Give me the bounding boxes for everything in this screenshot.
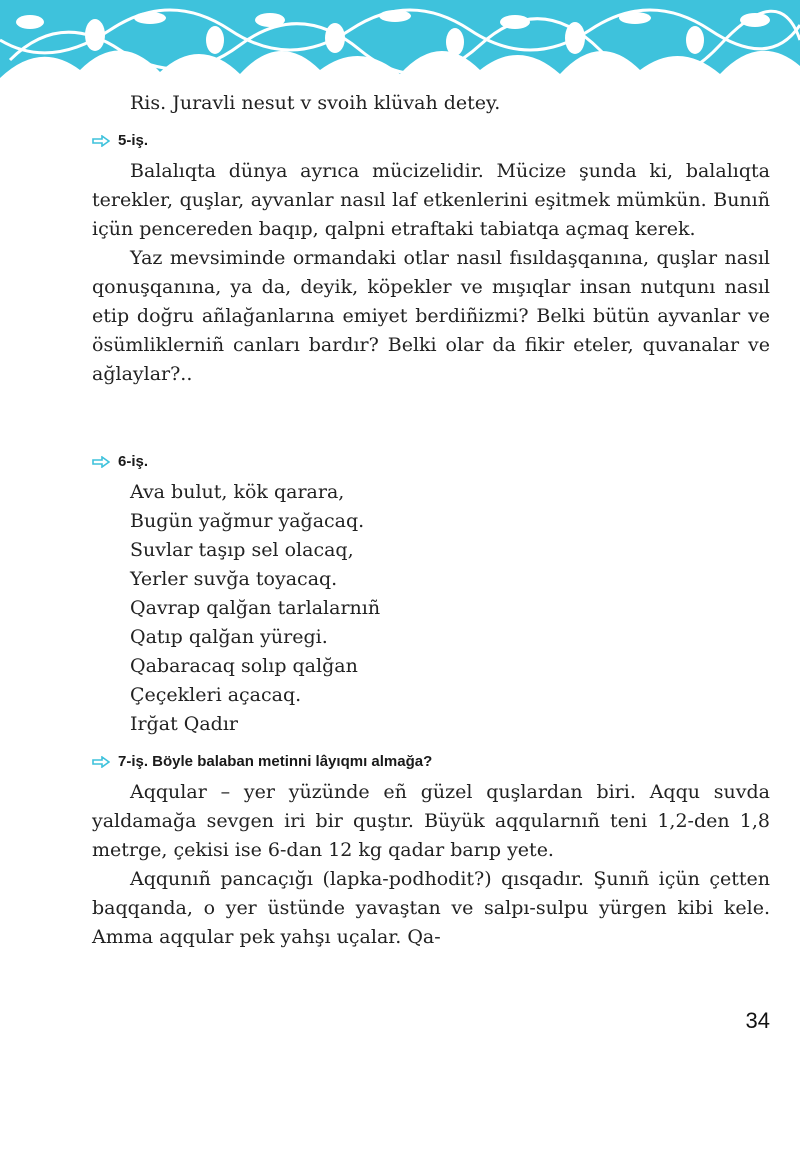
task-5-label: 5-iş. [118,132,149,149]
task-7-paragraph: Aqqunıñ pancaçığı (lapka-podhodit?) qısqadır. Şunıñ içün çetten baqqanda, o yer üstünde yavaştan ve salpı-sulpu yürgen kibi kele. Amma aqqular pek yahşı uçalar. Qa- [92,868,770,948]
poem-line: Yerler suvğa toyacaq. [130,568,338,590]
poem-author: Irğat Qadır [130,713,238,735]
poem-line: Qatıp qalğan yüregi. [130,626,328,648]
task-7-heading [92,753,770,770]
poem-line: Qavrap qalğan tarlalarnıñ [130,597,381,619]
figure-caption: Ris. Juravli nesut v svoih klüvah detey. [130,92,501,114]
task-5-heading [92,132,770,149]
poem-line: Qabaracaq solıp qalğan [130,655,358,677]
arrow-right-icon [92,456,110,468]
task-7-paragraph: Aqqular – yer yüzünde eñ güzel quşlardan biri. Aqqu suvda yaldamağa sevgen iri bir quştır. Büyük aqqularnıñ teni 1,2-den 1,8 metrge, çekisi ise 6-dan 12 kg qadar barıp yete. [92,781,770,861]
poem-line: Suvlar taşıp sel olacaq, [130,539,354,561]
poem-line: Bugün yağmur yağacaq. [130,510,365,532]
poem-line: Ava bulut, kök qarara, [130,481,345,503]
task-6-heading [92,453,770,470]
task-5-paragraph: Yaz mevsiminde ormandaki otlar nasıl fısıldaşqanına, quşlar nasıl qonuşqanına, ya da, deyik, köpekler ve mışıqlar insan nutqunı nasıl etip doğru añlağanlarına emiyet berdiñizmi? Belki bütün ayvanlar ve ösümliklerniñ canları bardır? Belki olar da fikir eteler, quvanalar ve ağlaylar?.. [92,247,770,385]
page-number: 34 [745,1008,770,1033]
task-6-label: 6-iş. [118,453,149,470]
task-7-label: 7-iş. Böyle balaban metinni lâyıqmı almağa? [118,753,433,770]
poem-line: Çeçekleri açacaq. [130,684,302,706]
page-content [92,88,770,952]
arrow-right-icon [92,756,110,768]
task-5-paragraph: Balalıqta dünya ayrıca mücizelidir. Mücize şunda ki, balalıqta terekler, quşlar, ayvanlar nasıl laf etkenlerini eşitmek mümkün. Bunıñ içün pencereden baqıp, qalpni etraftaki tabiatqa açmaq kerek. [92,160,770,240]
poem [130,478,770,739]
decorative-floral-banner [0,0,800,78]
arrow-right-icon [92,135,110,147]
